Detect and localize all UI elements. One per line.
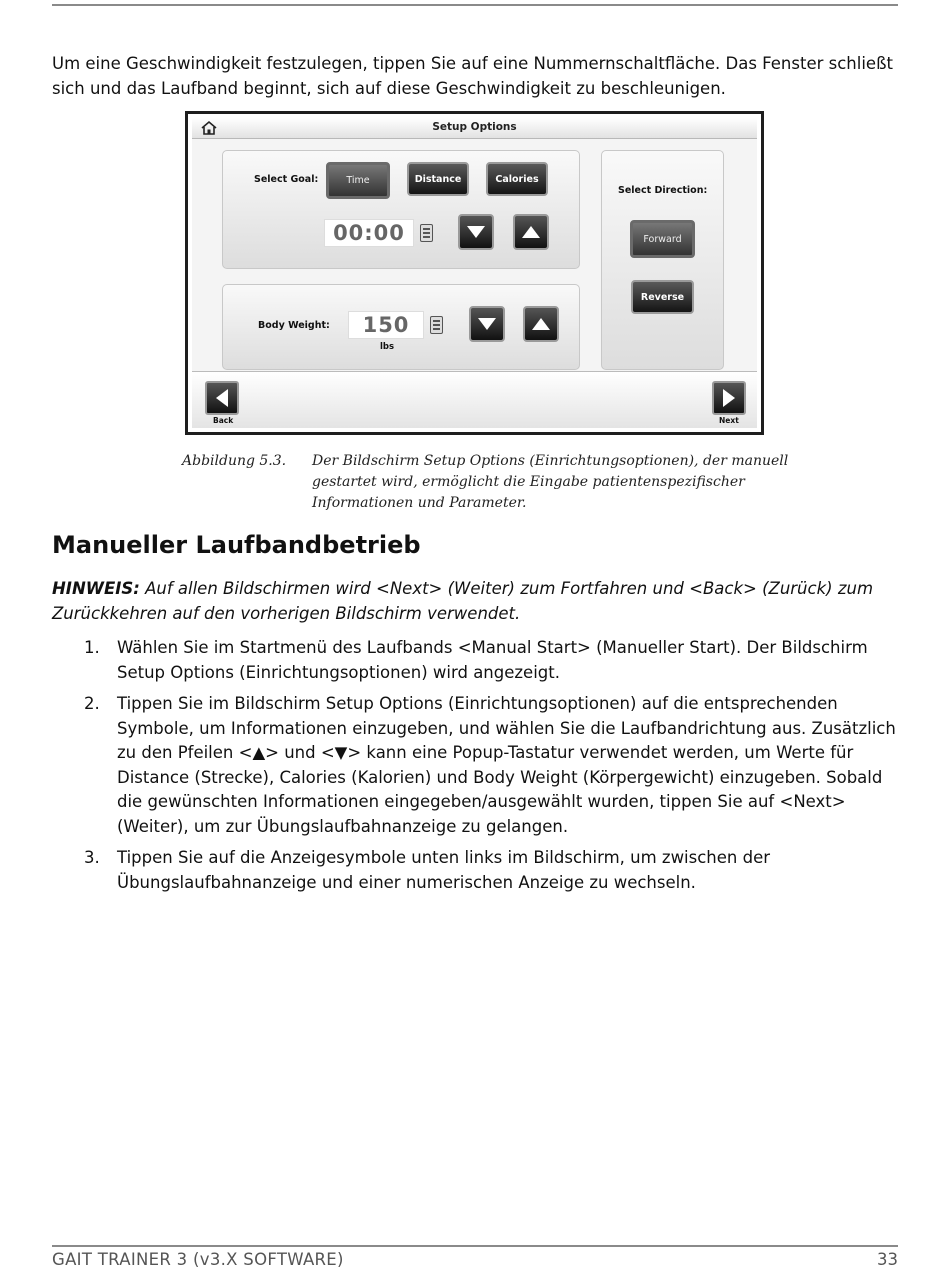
section-heading: Manueller Laufbandbetrieb <box>52 531 421 559</box>
direction-panel <box>601 150 724 370</box>
body-weight-label: Body Weight: <box>258 320 330 331</box>
goal-distance-button[interactable]: Distance <box>407 162 469 196</box>
direction-forward-button[interactable]: Forward <box>630 220 695 258</box>
setup-options-screenshot <box>185 111 764 435</box>
step-number: 2. <box>84 694 100 713</box>
direction-reverse-button[interactable]: Reverse <box>631 280 694 314</box>
arrow-up-icon <box>531 317 551 331</box>
next-label: Next <box>719 416 739 425</box>
intro-paragraph: Um eine Geschwindigkeit festzulegen, tippen Sie auf eine Nummernschaltfläche. Das Fenster schließt sich und das Laufband beginnt, sich auf diese Geschwindigkeit zu beschleunigen. <box>52 54 893 98</box>
list-item <box>52 692 902 839</box>
step-text: Tippen Sie im Bildschirm Setup Options (Einrichtungsoptionen) auf die entsprechenden Symbole, um Informationen einzugeben, und wählen Sie die Laufbandrichtung aus. Zusätzlich zu den Pfeilen <▲> und <▼> kann eine Popup-Tastatur verwendet werden, um Werte für Distance (Strecke), Calories (Kalorien) und Body Weight (Körpergewicht) einzugeben. Sobald die gewünschten Informationen eingegeben/ausgewählt wurden, tippen Sie auf <Next> (Weiter), um zur Übungslaufbahnanzeige zu gelangen. <box>117 694 896 836</box>
note-label: HINWEIS: <box>52 579 140 598</box>
calculator-icon[interactable] <box>430 316 443 334</box>
step-number: 3. <box>84 848 100 867</box>
time-up-arrow-button[interactable] <box>513 214 549 250</box>
weight-down-arrow-button[interactable] <box>469 306 505 342</box>
back-label: Back <box>213 416 234 425</box>
header-rule <box>52 4 898 6</box>
footer-rule <box>52 1245 898 1247</box>
calculator-icon[interactable] <box>420 224 433 242</box>
figure-caption: Der Bildschirm Setup Options (Einrichtungsoptionen), der manuell gestartet wird, ermöglicht die Eingabe patientenspezifischer Informationen und Parameter. <box>312 453 789 511</box>
screen-title: Setup Options <box>432 121 517 133</box>
arrow-down-icon <box>466 225 486 239</box>
goal-time-button[interactable]: Time <box>326 162 390 199</box>
step-text: Tippen Sie auf die Anzeigesymbole unten links im Bildschirm, um zwischen der Übungslaufbahnanzeige und einer numerischen Anzeige zu wechseln. <box>117 848 771 892</box>
list-item <box>52 636 902 685</box>
select-direction-label: Select Direction: <box>618 185 708 196</box>
footer-title: GAIT TRAINER 3 (v3.X SOFTWARE) <box>52 1250 344 1269</box>
screen-bottom-bar <box>192 371 757 428</box>
page-number: 33 <box>877 1250 898 1269</box>
body-weight-unit: lbs <box>380 342 395 352</box>
note-text: Auf allen Bildschirmen wird <Next> (Weiter) zum Fortfahren und <Back> (Zurück) zum Zurückkehren auf den vorherigen Bildschirm verwendet. <box>52 579 874 623</box>
steps-list <box>52 636 902 902</box>
figure-number: Abbildung 5.3. <box>182 453 287 469</box>
time-down-arrow-button[interactable] <box>458 214 494 250</box>
step-text: Wählen Sie im Startmenü des Laufbands <Manual Start> (Manueller Start). Der Bildschirm Setup Options (Einrichtungsoptionen) wird angezeigt. <box>117 638 868 682</box>
back-button[interactable] <box>205 381 239 415</box>
step-number: 1. <box>84 638 100 657</box>
list-item <box>52 846 902 895</box>
goal-calories-button[interactable]: Calories <box>486 162 548 196</box>
time-value-display[interactable]: 00:00 <box>324 219 414 247</box>
select-goal-label: Select Goal: <box>254 174 319 185</box>
arrow-down-icon <box>477 317 497 331</box>
screen-titlebar <box>192 118 757 139</box>
body-weight-value-display[interactable]: 150 <box>348 311 424 339</box>
next-button[interactable] <box>712 381 746 415</box>
note-paragraph <box>52 576 902 626</box>
weight-up-arrow-button[interactable] <box>523 306 559 342</box>
arrow-left-icon <box>215 388 229 408</box>
arrow-right-icon <box>722 388 736 408</box>
arrow-up-icon <box>521 225 541 239</box>
